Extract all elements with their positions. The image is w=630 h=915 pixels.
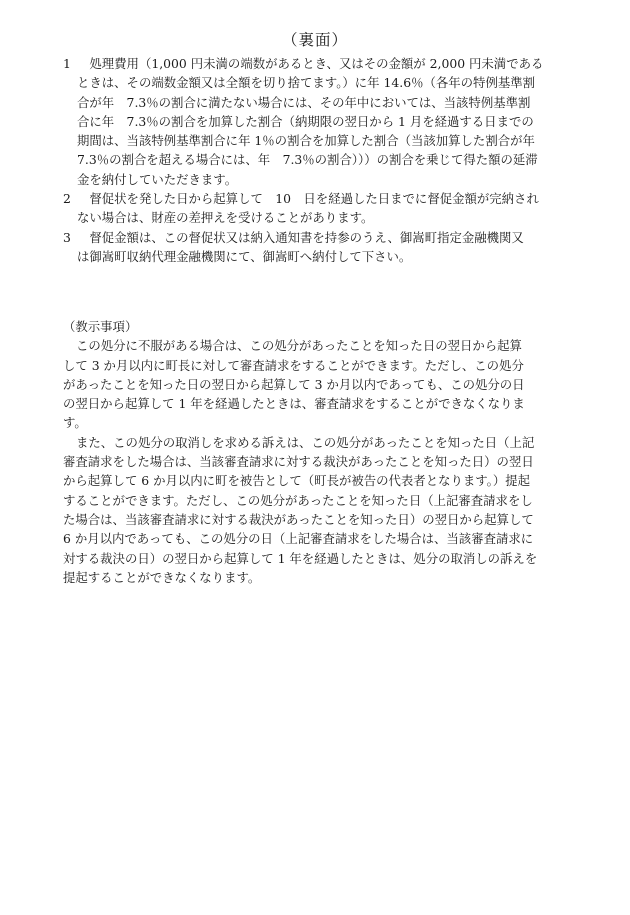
notice-line: 6 か月以内であっても、この処分の日（上記審査請求をした場合は、当該審査請求に (63, 531, 534, 547)
notice-line: することができます。ただし、この処分があったことを知った日（上記審査請求をし (63, 492, 533, 508)
list-item (0, 189, 630, 228)
notice-line: す。 (63, 415, 87, 431)
list-item-line: 金を納付していただきます。 (77, 171, 238, 187)
list-item-number: 3 (63, 229, 71, 245)
list-item-number: 2 (63, 191, 71, 207)
notice-line: から起算して 6 か月以内に町を被告として（町長が被告の代表者となります。）提起 (63, 473, 531, 489)
list-item (0, 228, 630, 267)
notice-paragraph (0, 336, 630, 432)
notice-line: があったことを知った日の翌日から起算して 3 か月以内であっても、この処分の日 (63, 376, 525, 392)
notice-line: 提起することができなくなります。 (63, 569, 261, 585)
list-item-line: 督促状を発した日から起算して 10 日を経過した日までに督促金額が完納され (77, 191, 539, 207)
notice-line: 対する裁決の日）の翌日から起算して 1 年を経過したときは、処分の取消しの訴えを (63, 550, 538, 566)
notice-line: の翌日から起算して 1 年を経過したときは、審査請求をすることができなくなりま (63, 396, 525, 412)
notice-paragraph (0, 433, 630, 587)
list-item-line: ときは、その端数金額又は全額を切り捨てます。）に年 14.6％（各年の特例基準割 (77, 75, 536, 91)
page-title: （裏面） (281, 31, 348, 49)
list-item-line: 合に年 7.3％の割合を加算した割合（納期限の翌日から 1 月を経過する日までの (77, 113, 534, 129)
list-item (0, 54, 630, 189)
notice-line: また、この処分の取消しを求める訴えは、この処分があったことを知った日（上記 (76, 434, 535, 450)
notice-line: して 3 か月以内に町長に対して審査請求をすることができます。ただし、この処分 (63, 357, 524, 373)
list-item-number: 1 (63, 56, 71, 71)
notice-heading: （教示事項） (63, 319, 138, 334)
list-item-line: は御嵩町収納代理金融機関にて、御嵩町へ納付して下さい。 (77, 248, 412, 264)
list-item-line: 期間は、当該特例基準割合に年 1％の割合を加算した割合（当該加算した割合が年 (77, 133, 535, 149)
notice-line: た場合は、当該審査請求に対する裁決があったことを知った日）の翌日から起算して (63, 511, 534, 527)
list-item-line: ない場合は、財産の差押えを受けることがあります。 (77, 210, 374, 226)
notice-line: 審査請求をした場合は、当該審査請求に対する裁決があったことを知った日）の翌日 (63, 454, 534, 470)
list-item-line: 督促金額は、この督促状又は納入通知書を持参のうえ、御嵩町指定金融機関又 (77, 229, 524, 245)
notice-section (0, 317, 630, 587)
list-item-line: 処理費用（1,000 円未満の端数があるとき、又はその金額が 2,000 円未満である (77, 56, 544, 71)
list-item-line: 合が年 7.3％の割合に満たない場合には、その年中においては、当該特例基準割 (77, 94, 531, 110)
payment-terms-list (0, 54, 630, 266)
list-item-line: 7.3％の割合を超える場合には、年 7.3％の割合）））の割合を乗じて得た額の延滞 (77, 152, 538, 168)
notice-line: この処分に不服がある場合は、この処分があったことを知った日の翌日から起算 (76, 338, 522, 354)
